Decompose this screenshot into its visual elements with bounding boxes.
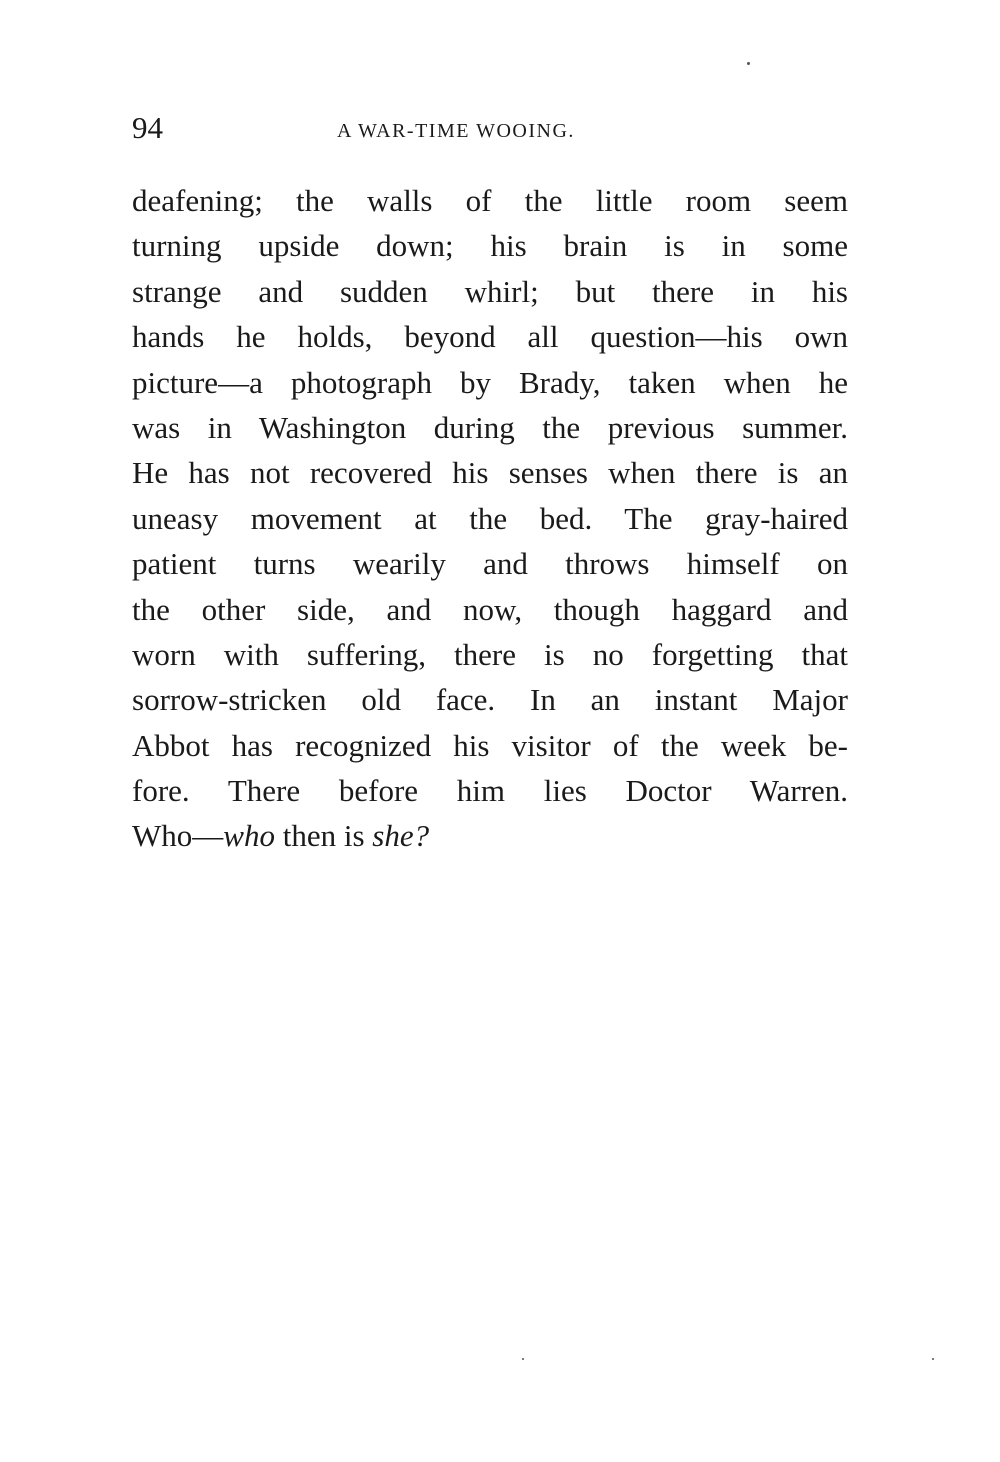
- body-text: [132, 178, 848, 859]
- page-number: 94: [132, 110, 163, 145]
- text-line: picture—a photograph by Brady, taken when he: [132, 364, 848, 400]
- scan-speck: [747, 62, 750, 65]
- text-line: worn with suffering, there is no forgetting that: [132, 636, 848, 672]
- text-line: was in Washington during the previous summer.: [132, 409, 848, 445]
- final-line-text: then is: [274, 818, 373, 854]
- text-line: strange and sudden whirl; but there in his: [132, 273, 848, 309]
- running-title: A WAR-TIME WOOING.: [337, 120, 575, 142]
- text-line: fore. There before him lies Doctor Warren.: [132, 773, 848, 809]
- final-line-italic-she: she?: [372, 818, 430, 854]
- text-line: sorrow-stricken old face. In an instant Major: [132, 682, 848, 718]
- page-header: [132, 108, 848, 148]
- text-line: the other side, and now, though haggard and: [132, 591, 848, 627]
- text-line: patient turns wearily and throws himself on: [132, 546, 848, 582]
- text-line: turning upside down; his brain is in some: [132, 228, 848, 264]
- text-line: He has not recovered his senses when there is an: [132, 455, 848, 491]
- text-line: hands he holds, beyond all question—his own: [132, 319, 848, 355]
- text-line: uneasy movement at the bed. The gray-haired: [132, 500, 848, 536]
- text-line: deafening; the walls of the little room seem: [132, 183, 848, 218]
- scan-speck: [522, 1358, 524, 1360]
- final-line-text: Who—: [132, 818, 224, 854]
- text-line-final: [132, 813, 848, 858]
- text-line: Abbot has recognized his visitor of the week be-: [132, 727, 848, 763]
- final-line-italic-who: who: [223, 818, 275, 854]
- scan-speck: [932, 1358, 934, 1360]
